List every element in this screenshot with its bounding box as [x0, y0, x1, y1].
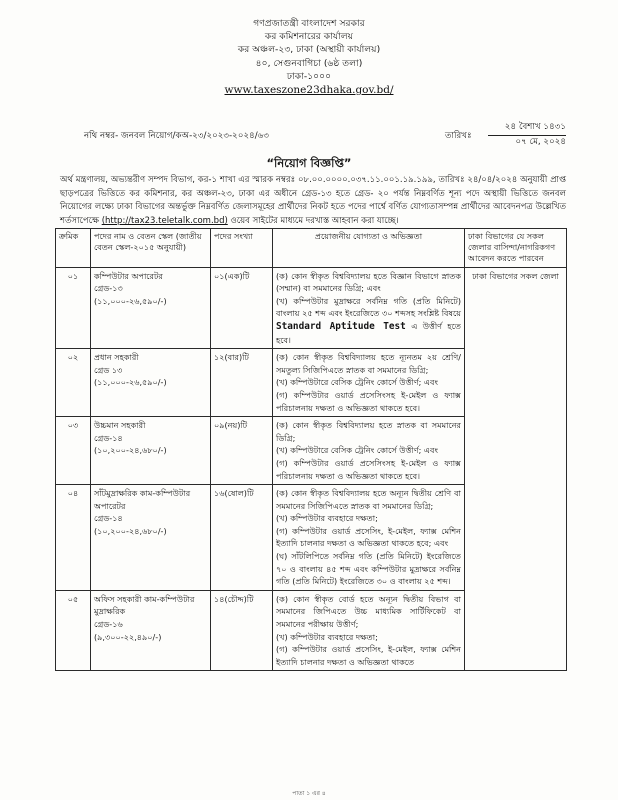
page-number: পাতা ১ এর ৪	[292, 790, 326, 797]
row-post	[91, 349, 211, 417]
row-count: ১২(বার)টি	[211, 349, 273, 417]
application-link[interactable]: (http://tax23.teletalk.com.bd)	[101, 215, 228, 226]
row-post	[91, 417, 211, 485]
zone-name: কর অঞ্চল-২৩, ঢাকা (অস্থায়ী কার্যালয়)	[237, 44, 381, 56]
post-grade: গ্রেড ১৩	[94, 364, 123, 375]
govt-name: গণপ্রজাতন্ত্রী বাংলাদেশ সরকার	[253, 18, 365, 29]
row-count: ০১(এক)টি	[211, 267, 273, 349]
post-grade: গ্রেড-১৩	[94, 283, 123, 294]
row-qualification	[273, 590, 465, 671]
qual-item: (খ) কম্পিউটার ব্যবহারে দক্ষতা;	[276, 513, 378, 524]
office-header	[0, 17, 618, 97]
qual-item: (গ) কম্পিউটার ওয়ার্ড প্রসেসিং, ই-মেইল, ফ্যাক্স মেশিন ইত্যাদি চালনার দক্ষতা ও অভিজ্ঞতা থাকতে	[276, 644, 461, 667]
intro-paragraph	[60, 174, 566, 228]
vacancy-table	[55, 228, 567, 671]
header-area: ঢাকা বিভাগের যে সকল জেলার বাসিন্দা/নাগরিকগণ আবেদন করতে পারবেন	[465, 229, 567, 268]
row-qualification	[273, 485, 465, 591]
header-count: পদের সংখ্যা	[211, 229, 273, 268]
post-scale: (৯,৩০০-২২,৪৯০/-)	[94, 631, 162, 642]
post-name: কম্পিউটার অপারেটর	[94, 270, 163, 281]
memo-dates	[488, 121, 566, 149]
qual-item: (খ) কম্পিউটার ব্যবহারে দক্ষতা;	[276, 631, 378, 642]
office-city: ঢাকা-১০০০	[286, 70, 332, 82]
row-qualification	[273, 267, 465, 349]
post-name: সাঁটমুদ্রাক্ষরিক কাম-কম্পিউটার অপারেটর	[94, 488, 191, 511]
date-english: ০৭ মে, ২০২৪	[515, 137, 566, 147]
post-grade: গ্রেড-১৪	[94, 432, 123, 443]
office-address: ৪০, সেগুনবাগিচা (৬ষ্ঠ তলা)	[255, 57, 363, 69]
office-name: কর কমিশনারের কার্যালয়	[264, 31, 354, 43]
post-grade: গ্রেড-১৪	[94, 513, 123, 524]
row-serial: ০১	[56, 267, 91, 349]
post-scale: (১১,০০০-২৬,৫৯০/-)	[94, 295, 167, 306]
post-scale: (১০,২০০-২৪,৬৮০/-)	[94, 445, 167, 456]
row-post	[91, 267, 211, 349]
row-post	[91, 590, 211, 671]
memo-reference: নথি নম্বর- জনবল নিয়োগ/কঅ-২৩/২০২৩-২০২৪/৬৩	[84, 131, 269, 141]
qual-item: (গ) কম্পিউটার ওয়ার্ড প্রসেসিংসহ ই-মেইল ও ফ্যাক্স পরিচালনায় দক্ষতা ও অভিজ্ঞতা থাকতে হবে।	[276, 457, 461, 481]
row-count: ১৪(চৌদ্দ)টি	[211, 590, 273, 671]
post-grade: গ্রেড-১৬	[94, 619, 123, 630]
qual-item	[276, 295, 461, 346]
qual-item: (ক) কোন স্বীকৃত বিশ্ববিদ্যালয় হতে বিজ্ঞান বিভাগে স্নাতক (সম্মান) বা সমমানের ডিগ্রি; এবং	[276, 270, 461, 294]
table-header-row	[56, 229, 567, 268]
intro-text-end: ওয়েব সাইটের মাধ্যমে দরখাস্ত আহবান করা যাচ্ছে।	[230, 215, 399, 226]
notice-title: “নিয়োগ বিজ্ঞপ্তি”	[266, 156, 352, 170]
qual-item: (ক) কোন স্বীকৃত বিশ্ববিদ্যালয় হতে অন্যূন দ্বিতীয় শ্রেণি বা সমমানের সিজিপিএতে স্নাতক বা সমমানের ডিগ্রি;	[276, 488, 461, 511]
date-bangla: ২৪ বৈশাখ ১৪৩১	[488, 121, 566, 136]
post-name: প্রধান সহকারী	[94, 352, 139, 363]
row-serial: ০২	[56, 349, 91, 417]
date-label: তারিখঃ	[445, 131, 472, 141]
qual-item: (গ) কম্পিউটার ওয়ার্ড প্রসেসিংসহ ই-মেইল ও ফ্যাক্স পরিচালনায় দক্ষতা ও অভিজ্ঞতা থাকতে হবে।	[276, 389, 461, 413]
website-link[interactable]: www.taxeszone23dhaka.gov.bd/	[224, 84, 394, 97]
header-qualification: প্রয়োজনীয় যোগ্যতা ও অভিজ্ঞতা	[273, 229, 465, 268]
qual-bold-text: Standard Aptitude Test	[276, 320, 406, 332]
header-serial: ক্রমিক	[56, 229, 91, 268]
area-value: ঢাকা বিভাগের সকল জেলা	[472, 270, 559, 281]
qual-text: (খ) কম্পিউটার মুদ্রাক্ষরে সর্বনিম্ন গতি (প্রতি মিনিটে) বাংলায় ২৫ শব্দ এবং ইংরেজিতে ৩০ শব্দসহ সংশ্লিষ্ট বিষয়ে	[276, 295, 461, 319]
qual-text-end: এ উত্তীর্ণ হতে হবে।	[276, 320, 461, 345]
row-qualification	[273, 417, 465, 485]
post-name: অফিস সহকারী কাম-কম্পিউটার মুদ্রাক্ষরিক	[94, 593, 195, 617]
qual-item: (গ) কম্পিউটার ওয়ার্ড প্রসেসিং, ই-মেইল, ফ্যাক্স মেশিন ইত্যাদি চালনার দক্ষতা ও অভিজ্ঞতা থাকতে হবে; এবং	[276, 525, 461, 549]
qual-item: (ক) কোন স্বীকৃত বিশ্ববিদ্যালয় হতে স্নাতক বা সমমানের ডিগ্রি;	[276, 420, 461, 443]
intro-text: অর্থ মন্ত্রণালয়, অভ্যন্তরীণ সম্পদ বিভাগ, কর-১ শাখা এর স্মারক নম্বরঃ ০৮.০০.০০০০.০৩৭.১১.০০১.১৯.১৯৯, তারিখঃ ২৪/০৪/২০২৪ অনুযায়ী প্রাপ্ত ছাড়পত্রের ভিত্তিতে কর কমিশনার, কর অঞ্চল-২৩, ঢাকা এর অধীনে গ্রেড-১৩ হতে গ্রেড- ২০ পর্যন্ত নিম্নবর্ণিত শূন্য পদে অস্থায়ী ভিত্তিতে জনবল নিয়োগের লক্ষ্যে ঢাকা বিভাগের অন্তর্ভুক্ত নিম্নবর্ণিত জেলাসমূহের প্রার্থীদের নিকট হতে পদের পার্শ্বে বর্ণিত যোগ্যতাসম্পন্ন প্রার্থীদের আবেদনপত্র উল্লেখিত শর্তসাপেক্ষে	[60, 175, 566, 226]
post-name: উচ্চমান সহকারী	[94, 420, 146, 431]
row-count: ০৯(নয়)টি	[211, 417, 273, 485]
area-cell	[465, 267, 567, 671]
table-row	[56, 267, 567, 349]
row-count: ১৬(ষোল)টি	[211, 485, 273, 591]
qual-item: (খ) কম্পিউটারে বেসিক ট্রেনিং কোর্সে উত্তীর্ণ; এবং	[276, 445, 439, 456]
row-serial: ০৩	[56, 417, 91, 485]
row-serial: ০৫	[56, 590, 91, 671]
qual-item: (ক) কোন স্বীকৃত বিশ্ববিদ্যালয় হতে ন্যূনতম ২য় শ্রেণি/সমতুল্য সিজিপিএতে স্নাতক বা সমমানের ডিগ্রি;	[276, 352, 461, 375]
header-post: পদের নাম ও বেতন স্কেল (জাতীয় বেতন স্কেল-২০১৫ অনুযায়ী)	[91, 229, 211, 268]
post-scale: (১০,২০০-২৪,৬৮০/-)	[94, 525, 167, 536]
row-qualification	[273, 349, 465, 417]
qual-item: (ক) কোন স্বীকৃত বোর্ড হতে অন্যূন দ্বিতীয় বিভাগ বা সমমানের জিপিএতে উচ্চ মাধ্যমিক সার্টিফিকেট বা সমমানের পরীক্ষায় উত্তীর্ণ;	[276, 593, 461, 630]
qual-item: (খ) কম্পিউটারে বেসিক ট্রেনিং কোর্সে উত্তীর্ণ; এবং	[276, 377, 439, 388]
row-post	[91, 485, 211, 591]
row-serial: ০৪	[56, 485, 91, 591]
post-scale: (১১,০০০-২৬,৫৯০/-)	[94, 377, 167, 388]
qual-item: (ঘ) সাঁটলিপিতে সর্বনিম্ন গতি (প্রতি মিনিটে) ইংরেজিতে ৭০ ও বাংলায় ৪৫ শব্দ এবং কম্পিউটার মুদ্রাক্ষরে সর্বনিম্ন গতি (প্রতি মিনিটে) ইংরেজিতে ৩০ ও বাংলায় ২৫ শব্দ।	[276, 551, 461, 587]
